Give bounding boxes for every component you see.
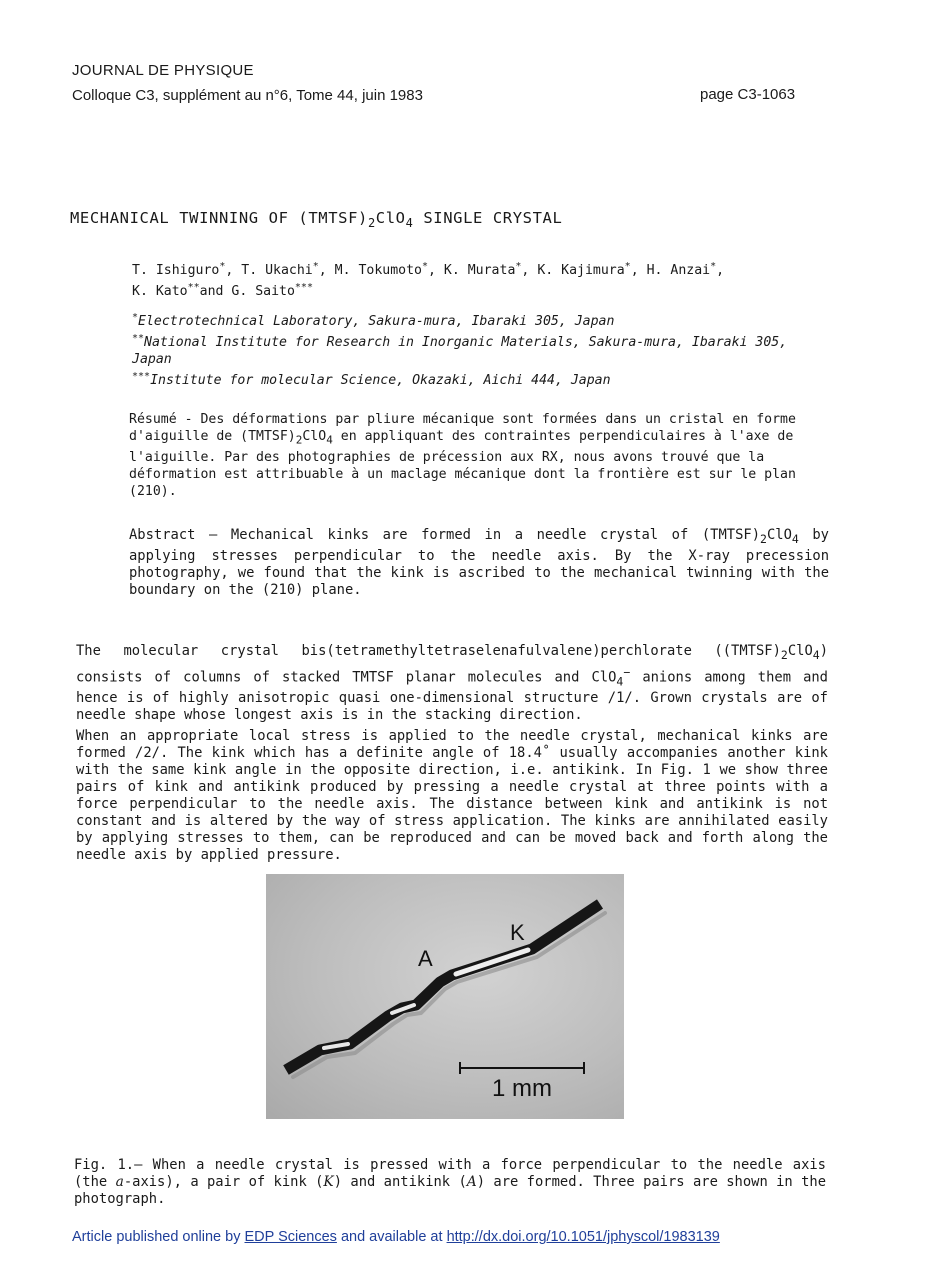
needle-crystal-photo [266, 874, 624, 1119]
paper-title: MECHANICAL TWINNING OF $(TMTSF)_2ClO_4$ SINGLE CRYSTAL [70, 209, 563, 230]
kink-label: K [510, 920, 525, 945]
affiliation-3: ***Institute for molecular Science, Okazaki, Aichi 444, Japan [132, 371, 611, 388]
page-number: page C3-1063 [700, 86, 796, 103]
colloque-info: Colloque C3, supplément au n°6, Tome 44, juin 1983 [72, 87, 423, 104]
figure-photograph [266, 874, 624, 1119]
antikink-label: A [418, 946, 433, 971]
author-list [132, 258, 832, 300]
scale-bar-label: 1 mm [492, 1075, 552, 1102]
journal-name: JOURNAL DE PHYSIQUE [72, 62, 254, 79]
figure-caption: Fig. 1.– When a needle crystal is pressed with a force perpendicular to the needle axis (the a-axis), a pair of kink (K) and antikink (A) are formed. Three pairs are shown in the photograph. [74, 1157, 826, 1207]
edp-sciences-link[interactable]: EDP Sciences [244, 1229, 337, 1245]
abstract-paragraph: Abstract – Mechanical kinks are formed in a needle crystal of $(TMTSF)_2ClO_4$ by applying stresses perpendicular to the needle axis. By the X-ray precession photography, we found that the kink is ascribed to the mechanical twinning with the boundary on the (210) plane. [129, 527, 829, 598]
affiliations [132, 309, 832, 389]
authors-line-1: T. Ishiguro*, T. Ukachi*, M. Tokumoto*, K. Murata*, K. Kajimura*, H. Anzai*, [132, 261, 725, 278]
affiliation-2: **National Institute for Research in Inorganic Materials, Sakura-mura, Ibaraki 305, Japan [132, 333, 788, 367]
authors-line-2: K. Kato**and G. Saito*** [132, 282, 313, 299]
publication-footer: Article published online by EDP Sciences and available at http://dx.doi.org/10.1051/jphyscol/1983139 [72, 1229, 720, 1245]
resume-paragraph: Résumé - Des déformations par pliure mécanique sont formées dans un cristal en forme d'aiguille de $(TMTSF)_2ClO_4$ en appliquant des contraintes perpendiculaires à l'axe de l'aiguille. Par des photographies de précession aux RX, nous avons trouvé que la déformation est attribuable à un maclage mécanique dont la frontière est sur le plan (210). [129, 412, 796, 499]
body-paragraph-1: The molecular crystal bis(tetramethyltetraselenafulvalene)perchlorate $((TMTSF)_2ClO_4)$ consists of columns of stacked TMTSF planar molecules and ClO$_4$− anions among them and hence is of highly anisotropic quasi one-dimensional structure /1/. Grown crystals are of needle shape whose longest axis is in the stacking direction. [76, 643, 828, 724]
body-paragraph-2: When an appropriate local stress is applied to the needle crystal, mechanical kinks are formed /2/. The kink which has a definite angle of 18.4˚ usually accompanies another kink with the same kink angle in the opposite direction, i.e. antikink. In Fig. 1 we show three pairs of kink and antikink produced by pressing a needle crystal at three points with a force perpendicular to the needle axis. The distance between kink and antikink is not constant and is altered by the way of stress application. The kinks are annihilated easily by applying stresses to them, can be reproduced and can be moved back and forth along the needle axis by applied pressure. [76, 728, 828, 863]
doi-link[interactable]: http://dx.doi.org/10.1051/jphyscol/1983139 [446, 1229, 720, 1245]
affiliation-1: *Electrotechnical Laboratory, Sakura-mura, Ibaraki 305, Japan [132, 312, 615, 329]
